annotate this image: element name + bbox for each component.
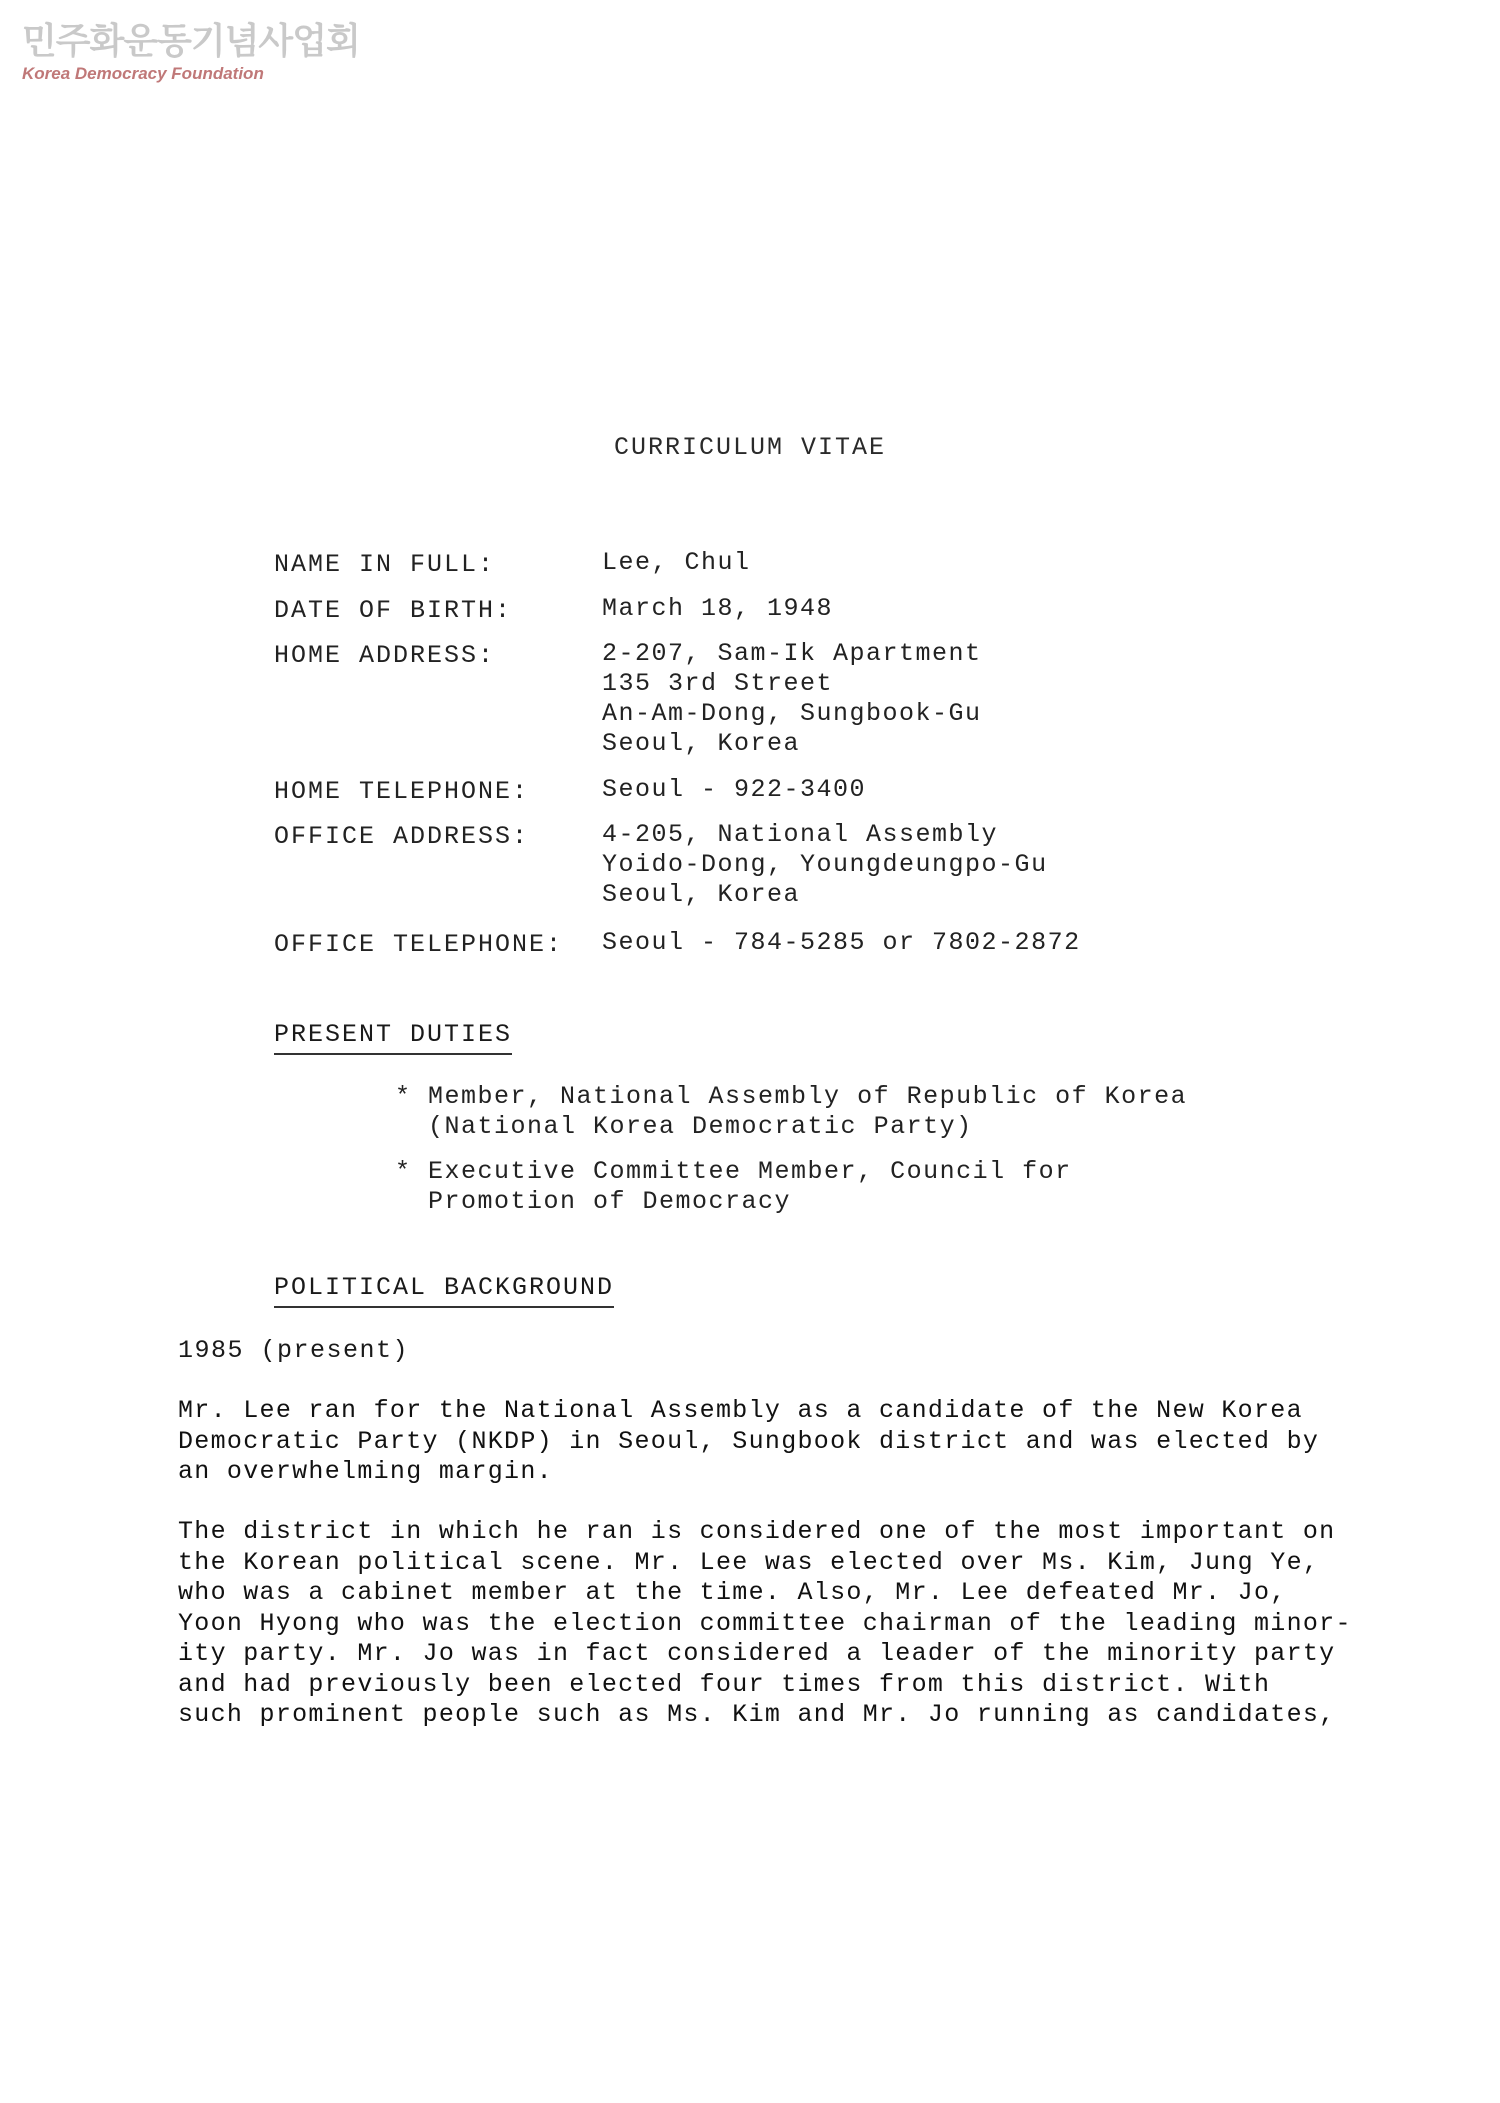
- name-value: [602, 548, 751, 578]
- name-value-line: Lee, Chul: [602, 548, 751, 577]
- office-address-label: OFFICE ADDRESS:: [274, 822, 530, 851]
- watermark-english-text: Korea Democracy Foundation: [22, 64, 264, 83]
- duty-line: Promotion of Democracy: [428, 1187, 792, 1216]
- political-background-heading-text: POLITICAL BACKGROUND: [274, 1273, 615, 1302]
- home-address-value: [602, 639, 982, 759]
- home-telephone-value: [602, 775, 866, 805]
- paragraph-line: ity party. Mr. Jo was in fact considered a leader of the minority party: [178, 1639, 1336, 1668]
- paragraph-line: The district in which he ran is considered one of the most important on: [178, 1517, 1336, 1546]
- paragraph-line: Yoon Hyong who was the election committee chairman of the leading minor-: [178, 1608, 1352, 1638]
- birth-date-value-line: March 18, 1948: [602, 594, 834, 623]
- duty-item: [395, 1157, 1072, 1217]
- home-address-line: An-Am-Dong, Sungbook-Gu: [602, 699, 982, 728]
- paragraph-line: the Korean political scene. Mr. Lee was elected over Ms. Kim, Jung Ye,: [178, 1547, 1320, 1577]
- paragraph-line: such prominent people such as Ms. Kim and Mr. Jo running as candidates,: [178, 1700, 1336, 1729]
- paragraph-line: Mr. Lee ran for the National Assembly as a candidate of the New Korea: [178, 1396, 1303, 1425]
- office-telephone-value: [602, 928, 1081, 958]
- home-address-line: Seoul, Korea: [602, 729, 801, 758]
- birth-date-value: [602, 594, 833, 624]
- duty-line: Member, National Assembly of Republic of Korea: [428, 1082, 1188, 1111]
- duty-line: (National Korea Democratic Party): [428, 1112, 973, 1141]
- present-duties-heading-text: PRESENT DUTIES: [274, 1020, 513, 1049]
- home-telephone-line: Seoul - 922-3400: [602, 775, 867, 804]
- home-telephone-label: HOME TELEPHONE:: [274, 777, 530, 806]
- office-address-line: Seoul, Korea: [602, 880, 801, 909]
- watermark-logo: [22, 21, 360, 84]
- duty-item: [395, 1082, 1187, 1142]
- watermark-korean-text: 민주화운동기념사업회: [22, 21, 360, 62]
- paragraph-line: Democratic Party (NKDP) in Seoul, Sungbook district and was elected by: [178, 1426, 1320, 1456]
- office-address-value: [602, 820, 1048, 910]
- present-duties-heading: [274, 1020, 512, 1055]
- name-label: NAME IN FULL:: [274, 550, 496, 579]
- asterisk-bullet: *: [395, 1082, 412, 1111]
- asterisk-bullet: *: [395, 1157, 412, 1186]
- home-address-line: 2-207, Sam-Ik Apartment: [602, 639, 982, 668]
- document-title: CURRICULUM VITAE: [613, 433, 887, 462]
- office-telephone-label: OFFICE TELEPHONE:: [274, 930, 564, 959]
- birth-date-label: DATE OF BIRTH:: [274, 596, 513, 625]
- paragraph: [178, 1517, 1352, 1731]
- duty-line: Executive Committee Member, Council for: [428, 1157, 1072, 1186]
- paragraph: [178, 1396, 1338, 1488]
- office-address-line: Yoido-Dong, Youngdeungpo-Gu: [602, 850, 1048, 879]
- office-address-line: 4-205, National Assembly: [602, 820, 999, 849]
- heading-underline: [274, 1053, 512, 1055]
- paragraph-line: who was a cabinet member at the time. Also, Mr. Lee defeated Mr. Jo,: [178, 1578, 1287, 1607]
- office-telephone-line: Seoul - 784-5285 or 7802-2872: [602, 928, 1081, 957]
- home-address-label: HOME ADDRESS:: [274, 641, 496, 670]
- paragraph-line: and had previously been elected four times from this district. With: [178, 1669, 1271, 1699]
- year-line: 1985 (present): [178, 1336, 410, 1365]
- heading-underline: [274, 1306, 614, 1308]
- paragraph-line: an overwhelming margin.: [178, 1457, 553, 1486]
- political-background-heading: [274, 1273, 614, 1308]
- home-address-line: 135 3rd Street: [602, 669, 834, 698]
